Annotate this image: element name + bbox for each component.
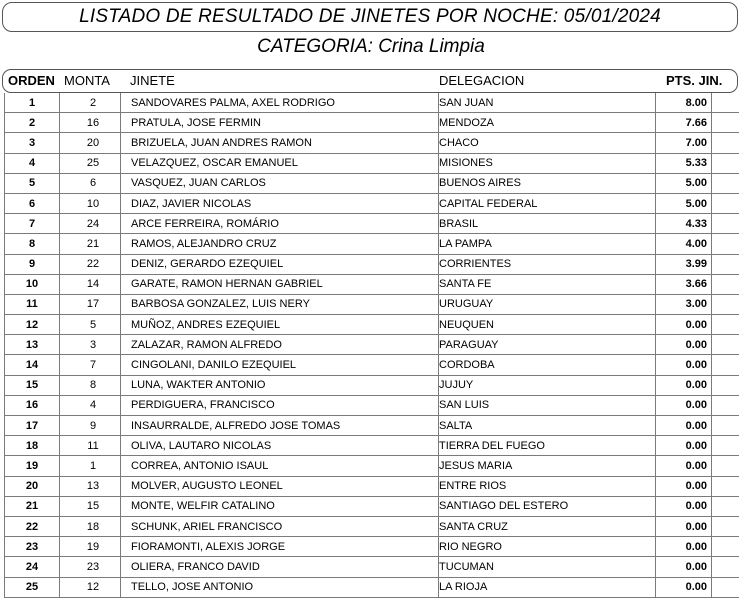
cell-pts: 8.00 (655, 93, 710, 112)
cell-pts: 0.00 (655, 396, 710, 415)
table-row (4, 497, 739, 517)
cell-pts: 0.00 (655, 315, 710, 334)
cell-monta: 1 (59, 456, 126, 475)
cell-orden: 3 (4, 133, 59, 152)
cell-delegacion: MISIONES (438, 154, 655, 173)
cell-monta: 6 (59, 174, 126, 193)
table-row (4, 578, 739, 598)
cell-pts: 0.00 (655, 557, 710, 576)
cell-jinete: GARATE, RAMON HERNAN GABRIEL (120, 275, 438, 294)
cell-pts: 5.00 (655, 194, 710, 213)
report-title-box (2, 2, 738, 32)
cell-orden: 24 (4, 557, 59, 576)
cell-delegacion: TIERRA DEL FUEGO (438, 436, 655, 455)
table-row (4, 517, 739, 537)
table-row (4, 537, 739, 557)
cell-jinete: BARBOSA GONZALEZ, LUIS NERY (120, 295, 438, 314)
cell-jinete: VELAZQUEZ, OSCAR EMANUEL (120, 154, 438, 173)
cell-monta: 18 (59, 517, 126, 536)
cell-delegacion: SAN LUIS (438, 396, 655, 415)
cell-pts: 0.00 (655, 456, 710, 475)
cell-pts: 0.00 (655, 416, 710, 435)
cell-monta: 22 (59, 255, 126, 274)
cell-jinete: FIORAMONTI, ALEXIS JORGE (120, 537, 438, 556)
cell-orden: 25 (4, 578, 59, 597)
cell-pts: 0.00 (655, 497, 710, 516)
table-row (4, 456, 739, 476)
cell-orden: 2 (4, 113, 59, 132)
cell-pts: 3.00 (655, 295, 710, 314)
cell-monta: 15 (59, 497, 126, 516)
cell-border-end (711, 497, 739, 516)
table-row (4, 376, 739, 396)
cell-orden: 5 (4, 174, 59, 193)
cell-jinete: MONTE, WELFIR CATALINO (120, 497, 438, 516)
cell-orden: 22 (4, 517, 59, 536)
cell-jinete: OLIERA, FRANCO DAVID (120, 557, 438, 576)
cell-border-end (711, 275, 739, 294)
cell-jinete: TELLO, JOSE ANTONIO (120, 578, 438, 597)
cell-orden: 7 (4, 214, 59, 233)
cell-delegacion: CAPITAL FEDERAL (438, 194, 655, 213)
cell-orden: 10 (4, 275, 59, 294)
cell-jinete: SCHUNK, ARIEL FRANCISCO (120, 517, 438, 536)
cell-delegacion: JESUS MARIA (438, 456, 655, 475)
cell-pts: 0.00 (655, 355, 710, 374)
cell-jinete: CINGOLANI, DANILO EZEQUIEL (120, 355, 438, 374)
table-row (4, 355, 739, 375)
cell-orden: 15 (4, 376, 59, 395)
cell-border-end (711, 578, 739, 597)
cell-border-end (711, 133, 739, 152)
table-row (4, 234, 739, 254)
table-row (4, 194, 739, 214)
cell-monta: 19 (59, 537, 126, 556)
cell-jinete: DENIZ, GERARDO EZEQUIEL (120, 255, 438, 274)
cell-orden: 4 (4, 154, 59, 173)
cell-monta: 25 (59, 154, 126, 173)
cell-jinete: MUÑOZ, ANDRES EZEQUIEL (120, 315, 438, 334)
cell-jinete: PERDIGUERA, FRANCISCO (120, 396, 438, 415)
table-row (4, 295, 739, 315)
cell-monta: 9 (59, 416, 126, 435)
cell-jinete: ZALAZAR, RAMON ALFREDO (120, 335, 438, 354)
cell-monta: 20 (59, 133, 126, 152)
cell-border-end (711, 477, 739, 496)
cell-monta: 17 (59, 295, 126, 314)
cell-delegacion: PARAGUAY (438, 335, 655, 354)
cell-pts: 5.00 (655, 174, 710, 193)
cell-jinete: SANDOVARES PALMA, AXEL RODRIGO (120, 93, 438, 112)
cell-delegacion: JUJUY (438, 376, 655, 395)
cell-monta: 14 (59, 275, 126, 294)
cell-orden: 17 (4, 416, 59, 435)
col-header-orden: ORDEN (8, 73, 55, 88)
cell-orden: 13 (4, 335, 59, 354)
cell-orden: 6 (4, 194, 59, 213)
cell-jinete: BRIZUELA, JUAN ANDRES RAMON (120, 133, 438, 152)
cell-orden: 21 (4, 497, 59, 516)
cell-border-end (711, 335, 739, 354)
cell-orden: 19 (4, 456, 59, 475)
cell-orden: 1 (4, 93, 59, 112)
table-row (4, 174, 739, 194)
cell-monta: 4 (59, 396, 126, 415)
cell-border-end (711, 355, 739, 374)
cell-orden: 12 (4, 315, 59, 334)
cell-delegacion: SAN JUAN (438, 93, 655, 112)
cell-jinete: DIAZ, JAVIER NICOLAS (120, 194, 438, 213)
cell-delegacion: NEUQUEN (438, 315, 655, 334)
cell-jinete: RAMOS, ALEJANDRO CRUZ (120, 234, 438, 253)
cell-orden: 14 (4, 355, 59, 374)
cell-jinete: LUNA, WAKTER ANTONIO (120, 376, 438, 395)
cell-delegacion: TUCUMAN (438, 557, 655, 576)
table-row (4, 133, 739, 153)
cell-monta: 3 (59, 335, 126, 354)
cell-border-end (711, 234, 739, 253)
cell-orden: 11 (4, 295, 59, 314)
cell-pts: 7.66 (655, 113, 710, 132)
table-row (4, 315, 739, 335)
cell-delegacion: ENTRE RIOS (438, 477, 655, 496)
cell-jinete: MOLVER, AUGUSTO LEONEL (120, 477, 438, 496)
cell-monta: 16 (59, 113, 126, 132)
table-row (4, 214, 739, 234)
cell-delegacion: MENDOZA (438, 113, 655, 132)
cell-delegacion: CHACO (438, 133, 655, 152)
cell-orden: 16 (4, 396, 59, 415)
cell-delegacion: SANTA CRUZ (438, 517, 655, 536)
cell-border-end (711, 537, 739, 556)
cell-pts: 0.00 (655, 537, 710, 556)
cell-jinete: ARCE FERREIRA, ROMÁRIO (120, 214, 438, 233)
cell-delegacion: CORRIENTES (438, 255, 655, 274)
cell-monta: 2 (59, 93, 126, 112)
cell-monta: 11 (59, 436, 126, 455)
results-table-body (4, 93, 739, 598)
cell-border-end (711, 113, 739, 132)
cell-orden: 23 (4, 537, 59, 556)
cell-border-end (711, 295, 739, 314)
cell-delegacion: SANTIAGO DEL ESTERO (438, 497, 655, 516)
cell-pts: 4.00 (655, 234, 710, 253)
table-row (4, 436, 739, 456)
cell-jinete: CORREA, ANTONIO ISAUL (120, 456, 438, 475)
cell-monta: 10 (59, 194, 126, 213)
table-row (4, 416, 739, 436)
cell-pts: 7.00 (655, 133, 710, 152)
cell-border-end (711, 376, 739, 395)
table-row (4, 255, 739, 275)
cell-delegacion: CORDOBA (438, 355, 655, 374)
col-header-jinete: JINETE (130, 73, 175, 88)
cell-jinete: PRATULA, JOSE FERMIN (120, 113, 438, 132)
col-header-pts: PTS. JIN. (666, 73, 723, 88)
cell-jinete: VASQUEZ, JUAN CARLOS (120, 174, 438, 193)
table-row (4, 477, 739, 497)
cell-border-end (711, 174, 739, 193)
table-row (4, 113, 739, 133)
cell-delegacion: RIO NEGRO (438, 537, 655, 556)
cell-jinete: INSAURRALDE, ALFREDO JOSE TOMAS (120, 416, 438, 435)
cell-monta: 12 (59, 578, 126, 597)
cell-border-end (711, 214, 739, 233)
cell-pts: 3.66 (655, 275, 710, 294)
cell-delegacion: BUENOS AIRES (438, 174, 655, 193)
cell-pts: 0.00 (655, 578, 710, 597)
cell-border-end (711, 93, 739, 112)
cell-orden: 20 (4, 477, 59, 496)
cell-border-end (711, 456, 739, 475)
cell-pts: 4.33 (655, 214, 710, 233)
report-title: LISTADO DE RESULTADO DE JINETES POR NOCHE: 05/01/2024 (79, 6, 661, 27)
cell-monta: 21 (59, 234, 126, 253)
cell-pts: 0.00 (655, 436, 710, 455)
col-header-delegacion: DELEGACION (439, 73, 525, 88)
cell-delegacion: BRASIL (438, 214, 655, 233)
cell-orden: 18 (4, 436, 59, 455)
cell-border-end (711, 396, 739, 415)
table-header (2, 69, 738, 93)
cell-border-end (711, 416, 739, 435)
cell-delegacion: SALTA (438, 416, 655, 435)
cell-pts: 0.00 (655, 477, 710, 496)
cell-border-end (711, 315, 739, 334)
table-row (4, 335, 739, 355)
category-title: CATEGORIA: Crina Limpia (257, 36, 485, 57)
table-row (4, 557, 739, 577)
cell-monta: 8 (59, 376, 126, 395)
table-row (4, 93, 739, 113)
table-row (4, 154, 739, 174)
cell-pts: 0.00 (655, 335, 710, 354)
cell-pts: 3.99 (655, 255, 710, 274)
cell-jinete: OLIVA, LAUTARO NICOLAS (120, 436, 438, 455)
cell-pts: 0.00 (655, 517, 710, 536)
cell-border-end (711, 255, 739, 274)
cell-pts: 5.33 (655, 154, 710, 173)
cell-border-end (711, 194, 739, 213)
cell-orden: 9 (4, 255, 59, 274)
cell-border-end (711, 154, 739, 173)
cell-delegacion: LA RIOJA (438, 578, 655, 597)
cell-border-end (711, 436, 739, 455)
cell-monta: 13 (59, 477, 126, 496)
cell-delegacion: SANTA FE (438, 275, 655, 294)
cell-border-end (711, 557, 739, 576)
cell-monta: 7 (59, 355, 126, 374)
table-row (4, 275, 739, 295)
cell-monta: 23 (59, 557, 126, 576)
cell-pts: 0.00 (655, 376, 710, 395)
col-header-monta: MONTA (64, 73, 110, 88)
cell-delegacion: LA PAMPA (438, 234, 655, 253)
cell-delegacion: URUGUAY (438, 295, 655, 314)
table-row (4, 396, 739, 416)
cell-monta: 5 (59, 315, 126, 334)
cell-monta: 24 (59, 214, 126, 233)
cell-orden: 8 (4, 234, 59, 253)
cell-border-end (711, 517, 739, 536)
